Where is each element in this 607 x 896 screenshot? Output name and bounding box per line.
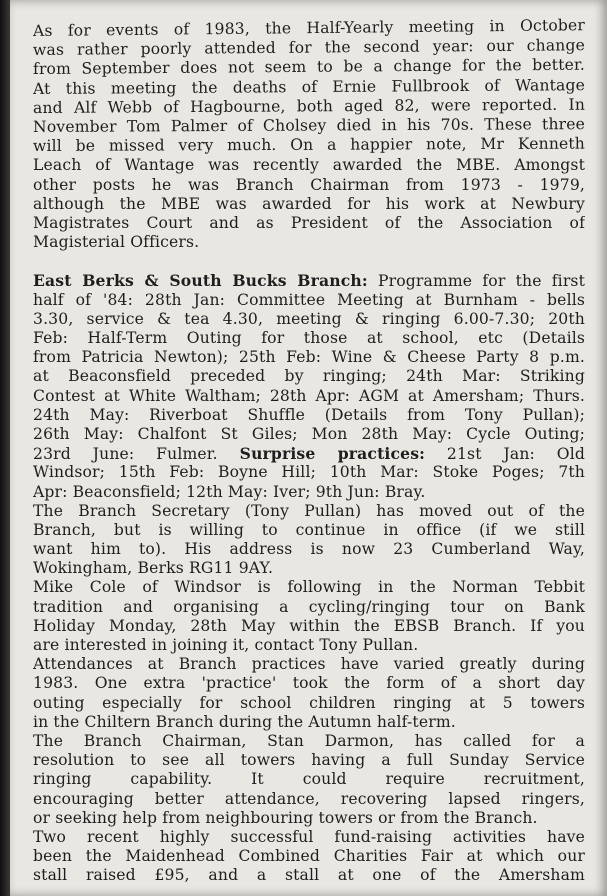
paragraph-cycling-tour — [33, 578, 585, 655]
text-line: was rather poorly attended for the second year: our change — [32, 36, 586, 60]
branch-heading-rest: Programme for the first — [367, 272, 585, 291]
paragraph-fund-raising — [33, 828, 585, 886]
text-line: stall raised £95, and a stall at one of the Amersham — [33, 866, 585, 885]
text-line: Feb: Half-Term Outing for those at school, etc (Details — [33, 329, 585, 347]
text-line: and Alf Webb of Hagbourne, both aged 82, were reported. In — [32, 95, 586, 117]
paragraph-branch-chairman — [33, 732, 585, 828]
text-line: in the Chiltern Branch during the Autumn half-term. — [33, 712, 456, 731]
paragraph-events-1983 — [32, 16, 586, 252]
text-line: 26th May: Chalfont St Giles; Mon 28th May: Cycle Outing; — [33, 424, 585, 443]
text-line: 1983. One extra 'practice' took the form of a short day — [33, 674, 585, 693]
text-line: are interested in joining it, contact Tony Pullan. — [33, 636, 419, 654]
text-line: Branch, but is willing to continue in office (if we still — [33, 520, 585, 539]
paragraph-attendances — [33, 655, 585, 732]
text-line: half of '84: 28th Jan: Committee Meeting at Burnham - bells — [33, 290, 585, 309]
text-line: resolution to see all towers having a full Sunday Service — [33, 751, 585, 770]
text-line: The Branch Secretary (Tony Pullan) has moved out of the — [33, 501, 585, 520]
text-line: Mike Cole of Windsor is following in the Norman Tebbit — [33, 578, 585, 597]
text-line: Holiday Monday, 28th May within the EBSB Branch. If you — [33, 616, 585, 635]
text-line: encouraging better attendance, recovering lapsed ringers, — [33, 789, 585, 808]
branch-heading: East Berks & South Bucks Branch: — [33, 271, 368, 291]
text-line: from Patricia Newton); 25th Feb: Wine & Cheese Party 8 p.m. — [33, 348, 585, 367]
text-line: ringing capability. It could require recruitment, — [33, 770, 585, 789]
surprise-post: 21st Jan: Old — [425, 445, 585, 464]
text-line: want him to). His address is now 23 Cumberland Way, — [33, 540, 585, 559]
text-line: 3.30, service & tea 4.30, meeting & ringing 6.00-7.30; 20th — [33, 309, 585, 328]
text-line: November Tom Palmer of Cholsey died in his 70s. These three — [32, 115, 586, 136]
paragraph-branch-secretary — [33, 502, 585, 579]
text-line: or seeking help from neighbouring towers or from the Branch. — [33, 808, 538, 827]
text-line: Magistrates Court and as President of the Association of — [33, 213, 585, 232]
text-line: Wokingham, Berks RG11 9AY. — [33, 559, 274, 578]
text-line: been the Maidenhead Combined Charities Fair at which our — [33, 847, 585, 866]
text-line: As for events of 1983, the Half-Yearly meeting in October — [32, 16, 586, 40]
surprise-pre: 23rd June: Fulmer. — [33, 445, 240, 464]
surprise-heading: Surprise practices: — [239, 444, 426, 464]
book-gutter — [0, 0, 10, 896]
text-line: Windsor; 15th Feb: Boyne Hill; 10th Mar: Stoke Poges; 7th — [33, 463, 585, 482]
text-line: Attendances at Branch practices have varied greatly during — [33, 655, 585, 674]
text-line: Contest at White Waltham; 28th Apr: AGM at Amersham; Thurs. — [33, 386, 585, 405]
text-line: other posts he was Branch Chairman from 1973 - 1979, — [33, 175, 585, 194]
text-line — [33, 444, 585, 463]
text-line: Apr: Beaconsfield; 12th May: Iver; 9th Jun: Bray. — [33, 482, 426, 501]
text-line: At this meeting the deaths of Ernie Fullbrook of Wantage — [32, 75, 586, 98]
text-line: outing especially for school children ringing at 5 towers — [33, 693, 585, 712]
text-line: from September does not seem to be a change for the better. — [32, 56, 586, 79]
text-line: Magisterial Officers. — [33, 233, 200, 252]
text-line: although the MBE was awarded for his work at Newbury — [33, 194, 585, 213]
text-line — [33, 271, 585, 290]
text-line: 24th May: Riverboat Shuffle (Details from Tony Pullan); — [33, 405, 585, 424]
text-line: Two recent highly successful fund-raising activities have — [33, 827, 585, 846]
paragraph-gap — [33, 252, 585, 271]
text-line: will be missed very much. On a happier note, Mr Kenneth — [32, 134, 586, 156]
text-line: The Branch Chairman, Stan Darmon, has called for a — [33, 731, 585, 750]
paragraph-east-berks-branch — [33, 271, 585, 501]
text-line: at Beaconsfield preceded by ringing; 24th Mar: Striking — [33, 367, 585, 386]
document-page — [10, 0, 607, 896]
document-body — [32, 16, 586, 885]
text-line: tradition and organising a cycling/ringing tour on Bank — [33, 597, 585, 616]
text-line: Leach of Wantage was recently awarded the MBE. Amongst — [33, 156, 585, 175]
